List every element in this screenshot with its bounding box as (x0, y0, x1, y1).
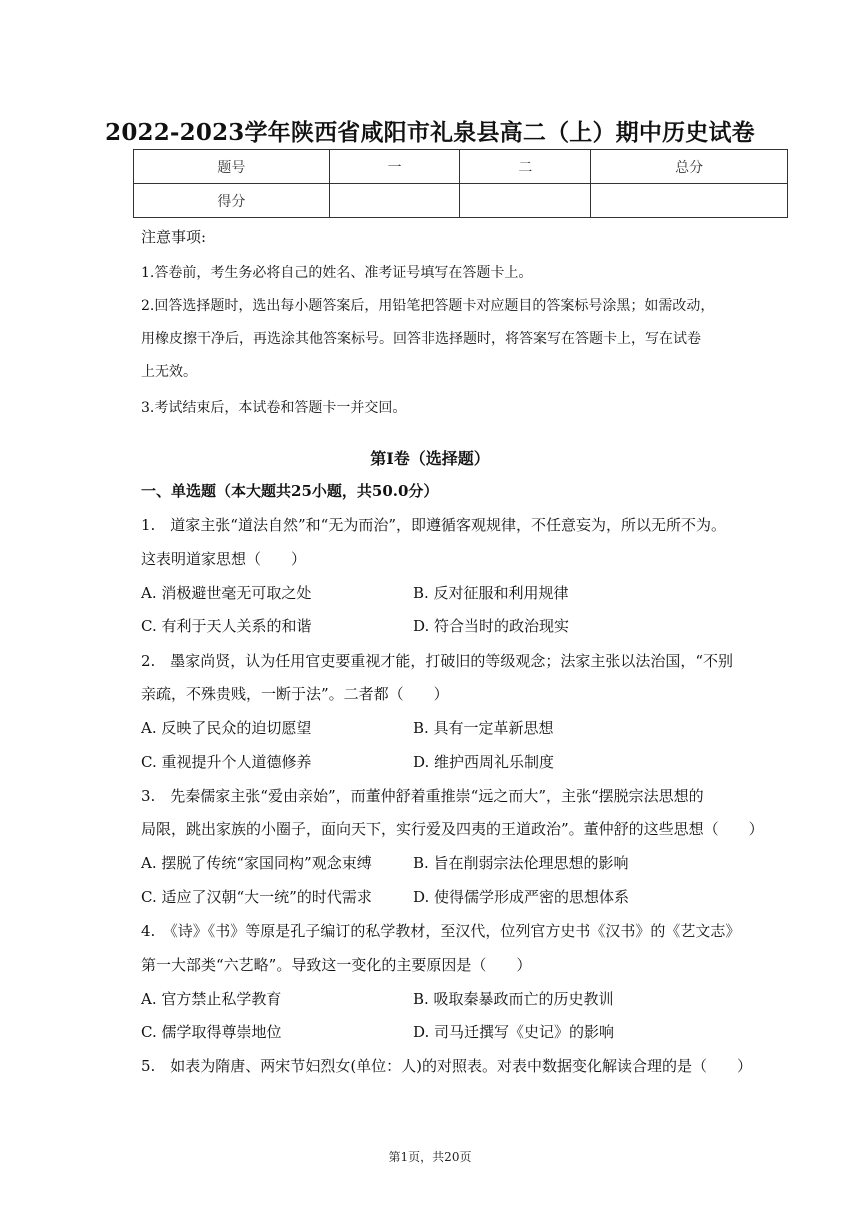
notice-line: 1.答卷前，考生务必将自己的姓名、准考证号填写在答题卡上。 (141, 265, 533, 281)
question-2-option-a: A. 反映了民众的迫切愿望 (141, 719, 312, 737)
question-1-option-d: D. 符合当时的政治现实 (413, 617, 570, 635)
score-row-label: 得分 (134, 184, 330, 218)
notice-line: 3.考试结束后，本试卷和答题卡一并交回。 (141, 400, 407, 416)
question-3-line: 局限，跳出家族的小圈子，面向天下，实行爱及四夷的王道政治”。董仲舒的这些思想（ ） (141, 820, 764, 838)
section-title: 第I卷（选择题） (370, 449, 490, 468)
question-2-line: 2. 墨家尚贤，认为任用官吏要重视才能，打破旧的等级观念；法家主张以法治国，“不别 (141, 652, 733, 670)
question-3-option-d: D. 使得儒学形成严密的思想体系 (413, 888, 630, 906)
score-header-cell: 题号 (134, 150, 330, 184)
score-header-cell: 一 (329, 150, 460, 184)
page-footer: 第1页，共20页 (388, 1150, 472, 1164)
question-1-option-c: C. 有利于天人关系的和谐 (141, 617, 312, 635)
score-header-cell: 二 (460, 150, 591, 184)
question-4-option-d: D. 司马迁撰写《史记》的影响 (413, 1023, 615, 1041)
question-4-line: 第一大部类“六艺略”。导致这一变化的主要原因是（ ） (141, 956, 532, 974)
question-1-line: 1. 道家主张“道法自然”和“无为而治”，即遵循客观规律，不任意妄为，所以无所不为。 (141, 516, 726, 534)
question-3-option-c: C. 适应了汉朝“大一统”的时代需求 (141, 888, 372, 906)
question-2-option-d: D. 维护西周礼乐制度 (413, 753, 555, 771)
question-4-line: 4. 《诗》《书》等原是孔子编订的私学教材，至汉代，位列官方史书《汉书》的《艺文志》 (141, 922, 741, 940)
score-header-cell: 总分 (591, 150, 788, 184)
question-2-line: 亲疏，不殊贵贱，一断于法”。二者都（ ） (141, 685, 449, 703)
question-4-option-b: B. 吸取秦暴政而亡的历史教训 (413, 990, 614, 1008)
score-table-score-row (134, 184, 788, 218)
question-3-line: 3. 先秦儒家主张“爱由亲始”，而董仲舒着重推崇“远之而大”，主张“摆脱宗法思想的 (141, 787, 704, 805)
question-4-option-c: C. 儒学取得尊崇地位 (141, 1023, 282, 1041)
score-table (133, 149, 788, 218)
question-3-option-b: B. 旨在削弱宗法伦理思想的影响 (413, 854, 629, 872)
question-1-option-a: A. 消极避世毫无可取之处 (141, 584, 312, 602)
score-table-header-row (134, 150, 788, 184)
score-cell (460, 184, 591, 218)
notice-line: 上无效。 (141, 364, 197, 380)
exam-title: 2022-2023学年陕西省咸阳市礼泉县高二（上）期中历史试卷 (105, 119, 755, 146)
notice-heading: 注意事项: (141, 228, 207, 246)
notice-line: 用橡皮擦干净后，再选涂其他答案标号。回答非选择题时，将答案写在答题卡上，写在试卷 (141, 331, 701, 347)
question-1-line: 这表明道家思想（ ） (141, 550, 307, 568)
notice-line: 2.回答选择题时，选出每小题答案后，用铅笔把答题卡对应题目的答案标号涂黑；如需改动， (141, 298, 715, 314)
question-2-option-b: B. 具有一定革新思想 (413, 719, 554, 737)
score-cell (329, 184, 460, 218)
question-2-option-c: C. 重视提升个人道德修养 (141, 753, 312, 771)
question-3-option-a: A. 摆脱了传统“家国同构”观念束缚 (141, 854, 372, 872)
score-cell (591, 184, 788, 218)
question-4-option-a: A. 官方禁止私学教育 (141, 990, 282, 1008)
part-heading: 一、单选题（本大题共25小题，共50.0分） (141, 482, 439, 500)
question-5-line: 5. 如表为隋唐、两宋节妇烈女(单位：人)的对照表。对表中数据变化解读合理的是（ ） (141, 1057, 753, 1075)
question-1-option-b: B. 反对征服和利用规律 (413, 584, 569, 602)
